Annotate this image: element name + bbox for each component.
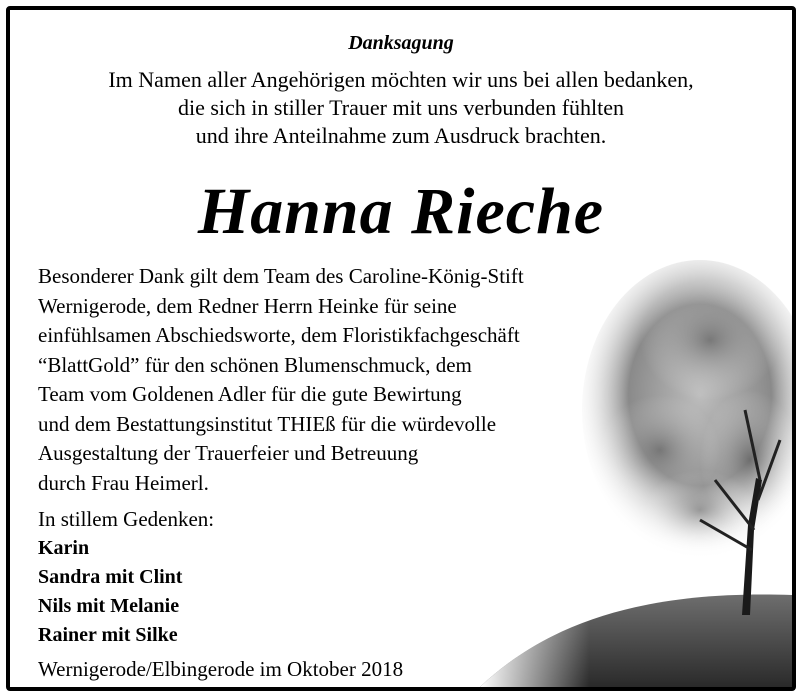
intro-line: Im Namen aller Angehörigen möchten wir uns bei allen bedanken, — [108, 67, 694, 92]
heading: Danksagung — [348, 32, 454, 54]
thanks-line: und dem Bestattungsinstitut THIEß für die würdevolle — [38, 411, 497, 436]
thanks-text — [38, 262, 524, 498]
place-date: Wernigerode/Elbingerode im Oktober 2018 — [38, 657, 404, 681]
mourner-name: Rainer mit Silke — [38, 624, 178, 646]
thanks-line: Wernigerode, dem Redner Herrn Heinke für seine — [38, 293, 457, 318]
intro-text — [10, 66, 792, 150]
mourner-list — [38, 534, 182, 650]
thanks-line: “BlattGold” für den schönen Blumenschmuck, dem — [38, 352, 472, 377]
thanks-line: einfühlsamen Abschiedsworte, dem Floristikfachgeschäft — [38, 323, 520, 347]
obituary-notice — [6, 6, 796, 691]
mourner-name: Sandra mit Clint — [38, 566, 183, 588]
thanks-line: Team vom Goldenen Adler für die gute Bewirtung — [38, 382, 462, 406]
intro-line: und ihre Anteilnahme zum Ausdruck brachten. — [195, 123, 607, 148]
thanks-line: durch Frau Heimerl. — [38, 470, 209, 495]
deceased-name: Hanna Rieche — [197, 175, 605, 248]
thanks-line: Besonderer Dank gilt dem Team des Caroline-König-Stift — [38, 264, 524, 288]
closing-phrase: In stillem Gedenken: — [38, 507, 215, 531]
intro-line: die sich in stiller Trauer mit uns verbunden fühlten — [177, 95, 625, 120]
mourner-name: Nils mit Melanie — [38, 595, 180, 617]
mourner-name: Karin — [38, 537, 90, 559]
thanks-line: Ausgestaltung der Trauerfeier und Betreuung — [38, 441, 419, 465]
